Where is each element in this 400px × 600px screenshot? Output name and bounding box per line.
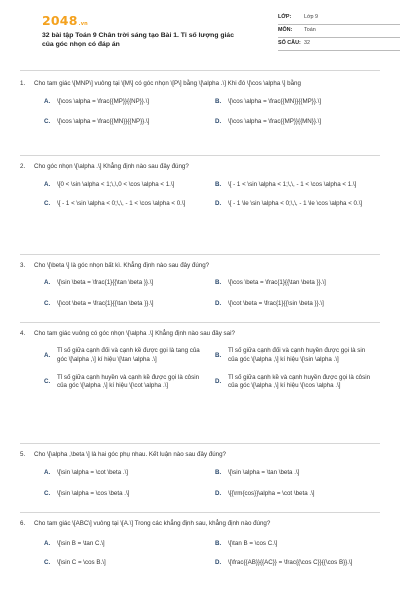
option-letter: B. bbox=[215, 351, 222, 359]
question-stem bbox=[20, 520, 380, 528]
options-grid bbox=[44, 180, 380, 209]
option-letter: A. bbox=[44, 279, 51, 287]
option-letter: D. bbox=[215, 118, 222, 126]
divider bbox=[20, 512, 380, 513]
option-text: \[\sin \beta = \frac{1}{{\tan \beta }}.\] bbox=[57, 279, 154, 287]
question-text: Cho \[\alpha ,\beta \] là hai góc phụ nhau. Kết luận nào sau đây đúng? bbox=[34, 451, 226, 458]
meta-class-label: LỚP: bbox=[278, 14, 292, 21]
option-d[interactable] bbox=[215, 558, 380, 568]
meta-class-value: Lớp 9 bbox=[304, 14, 319, 21]
site-logo[interactable]: 2048.vn bbox=[42, 13, 88, 28]
option-letter: D. bbox=[215, 490, 222, 498]
document-meta bbox=[278, 12, 400, 51]
option-letter: C. bbox=[44, 490, 51, 498]
option-text: \[\sin C = \cos B.\] bbox=[57, 559, 106, 567]
question-number: 1. bbox=[20, 80, 26, 87]
option-letter: A. bbox=[44, 181, 51, 189]
option-d[interactable] bbox=[215, 199, 380, 209]
option-a[interactable] bbox=[44, 469, 209, 479]
option-b[interactable] bbox=[215, 98, 380, 108]
divider bbox=[20, 254, 380, 255]
option-letter: C. bbox=[44, 118, 51, 126]
option-d[interactable] bbox=[215, 490, 380, 500]
option-letter: C. bbox=[44, 378, 51, 386]
option-b[interactable] bbox=[215, 279, 380, 289]
meta-count-label: SỐ CÂU: bbox=[278, 40, 301, 47]
meta-subject-label: MÔN: bbox=[278, 27, 293, 34]
options-grid bbox=[44, 469, 380, 500]
option-text: \[0 < \sin \alpha < 1;\,\,0 < \cos \alpha < 1.\] bbox=[57, 181, 175, 189]
question-stem bbox=[20, 262, 380, 270]
option-text: Tỉ số giữa cạnh huyền và cạnh kề được gọi là côsin của góc \[\alpha ,\] kí hiệu \[\cot \alpha .\] bbox=[57, 374, 200, 390]
option-text: \[\cot \beta = \frac{1}{{\sin \beta }}.\] bbox=[228, 300, 324, 308]
option-text: \[\frac{{AB}}{{AC}} = \frac{{\cos C}}{{\cos B}}.\] bbox=[228, 559, 353, 567]
options-grid bbox=[44, 539, 380, 568]
question-text: Cho tam giác \[ABC\] vuông tại \[A.\] Trong các khẳng định sau, khẳng định nào đúng? bbox=[34, 520, 271, 527]
option-letter: B. bbox=[215, 181, 222, 189]
option-c[interactable] bbox=[44, 300, 209, 310]
option-b[interactable] bbox=[215, 347, 380, 364]
option-text: \[\tan B = \cos C.\] bbox=[228, 540, 278, 548]
question-number: 3. bbox=[20, 262, 26, 269]
options-grid bbox=[44, 279, 380, 310]
question-stem bbox=[20, 330, 380, 338]
option-b[interactable] bbox=[215, 539, 380, 549]
option-letter: D. bbox=[215, 300, 222, 308]
meta-class-row bbox=[278, 12, 400, 25]
option-letter: A. bbox=[44, 469, 51, 477]
question-number: 5. bbox=[20, 451, 26, 458]
option-c[interactable] bbox=[44, 558, 209, 568]
question-stem bbox=[20, 80, 380, 88]
option-c[interactable] bbox=[44, 199, 209, 209]
option-a[interactable] bbox=[44, 279, 209, 289]
option-text: \[ - 1 < \sin \alpha < 1;\,\, - 1 < \cos \alpha < 1.\] bbox=[228, 181, 357, 189]
option-a[interactable] bbox=[44, 180, 209, 190]
divider bbox=[20, 155, 380, 156]
option-letter: B. bbox=[215, 540, 222, 548]
option-text: \[\sin \alpha = \cos \beta .\] bbox=[57, 490, 130, 498]
option-a[interactable] bbox=[44, 347, 209, 364]
option-letter: D. bbox=[215, 559, 222, 567]
question-5 bbox=[20, 451, 380, 500]
document-title: 32 bài tập Toán 9 Chân trời sáng tạo Bài 1. Tỉ số lượng giác của góc nhọn có đáp án bbox=[42, 32, 234, 49]
option-c[interactable] bbox=[44, 118, 209, 128]
option-letter: C. bbox=[44, 200, 51, 208]
option-letter: C. bbox=[44, 559, 51, 567]
option-text: Tỉ số giữa cạnh đối và cạnh huyền được gọi là sin của góc \[\alpha ,\] kí hiệu \[\sin \alpha .\] bbox=[228, 347, 366, 363]
option-text: Tỉ số giữa cạnh kề và cạnh huyền được gọi là côsin của góc \[\alpha ,\] kí hiệu \[\cos \alpha .\] bbox=[228, 374, 371, 390]
question-1 bbox=[20, 80, 380, 128]
option-text: \[\cos \alpha = \frac{{MP}}{{MN}}.\] bbox=[228, 118, 322, 126]
option-d[interactable] bbox=[215, 118, 380, 128]
option-text: \[\sin B = \tan C.\] bbox=[57, 540, 105, 548]
option-d[interactable] bbox=[215, 374, 380, 391]
question-4 bbox=[20, 330, 380, 391]
document-header bbox=[22, 0, 378, 68]
option-text: \[\cos \alpha = \frac{{MP}}{{NP}}.\] bbox=[57, 98, 150, 106]
option-b[interactable] bbox=[215, 180, 380, 190]
option-c[interactable] bbox=[44, 490, 209, 500]
option-text: \[\sin \alpha = \tan \beta .\] bbox=[228, 469, 300, 477]
question-stem bbox=[20, 451, 380, 459]
option-text: \[\cos \alpha = \frac{{MN}}{{NP}}.\] bbox=[57, 118, 150, 126]
meta-subject-row bbox=[278, 25, 400, 38]
question-2 bbox=[20, 163, 380, 209]
question-number: 4. bbox=[20, 330, 26, 337]
option-c[interactable] bbox=[44, 374, 209, 391]
meta-subject-value: Toán bbox=[304, 27, 316, 34]
meta-count-value: 32 bbox=[304, 40, 310, 47]
option-text: \[\cos \alpha = \frac{{MN}}{{MP}}.\] bbox=[228, 98, 322, 106]
option-text: \[ - 1 < \sin \alpha < 0;\,\, - 1 < \cos \alpha < 0.\] bbox=[57, 200, 186, 208]
question-text: Cho tam giác vuông có góc nhọn \[\alpha .\] Khẳng định nào sau đây sai? bbox=[34, 330, 235, 337]
divider bbox=[20, 322, 380, 323]
option-text: Tỉ số giữa cạnh đối và cạnh kề được gọi là tang của góc \[\alpha ,\] kí hiệu \[\tan \alpha .\] bbox=[57, 347, 200, 363]
option-letter: D. bbox=[215, 378, 222, 386]
option-letter: B. bbox=[215, 279, 222, 287]
options-grid bbox=[44, 347, 380, 390]
option-letter: A. bbox=[44, 98, 51, 106]
option-a[interactable] bbox=[44, 98, 209, 108]
options-grid bbox=[44, 98, 380, 128]
option-letter: A. bbox=[44, 351, 51, 359]
option-text: \[\cot \beta = \frac{1}{{\tan \beta }}.\] bbox=[57, 300, 154, 308]
divider bbox=[20, 443, 380, 444]
question-number: 2. bbox=[20, 163, 26, 170]
question-3 bbox=[20, 262, 380, 310]
option-letter: A. bbox=[44, 540, 51, 548]
question-text: Cho tam giác \[MNP\] vuông tại \[M\] có góc nhọn \[P\] bằng \[\alpha .\] Khi đó \[\cos \alpha \] bằng bbox=[34, 80, 301, 87]
option-text: \[\sin \alpha = \cot \beta .\] bbox=[57, 469, 129, 477]
question-stem bbox=[20, 163, 380, 171]
option-letter: B. bbox=[215, 469, 222, 477]
option-letter: D. bbox=[215, 200, 222, 208]
question-text: Cho góc nhọn \[\alpha .\] Khẳng định nào sau đây đúng? bbox=[34, 163, 189, 170]
option-letter: C. bbox=[44, 300, 51, 308]
question-6 bbox=[20, 520, 380, 568]
question-text: Cho \[\beta \] là góc nhọn bất kì. Khẳng định nào sau đây đúng? bbox=[34, 262, 210, 269]
option-letter: B. bbox=[215, 98, 222, 106]
meta-count-row bbox=[278, 38, 400, 51]
question-number: 6. bbox=[20, 520, 26, 527]
option-a[interactable] bbox=[44, 539, 209, 549]
option-b[interactable] bbox=[215, 469, 380, 479]
option-d[interactable] bbox=[215, 300, 380, 310]
option-text: \[ - 1 \le \sin \alpha < 0;\,\, - 1 \le \cos \alpha < 0.\] bbox=[228, 200, 363, 208]
divider bbox=[20, 70, 380, 71]
option-text: \[{\rm{cos}}\alpha = \cot \beta .\] bbox=[228, 490, 315, 498]
option-text: \[\cos \beta = \frac{1}{{\tan \beta }}.\] bbox=[228, 279, 326, 287]
